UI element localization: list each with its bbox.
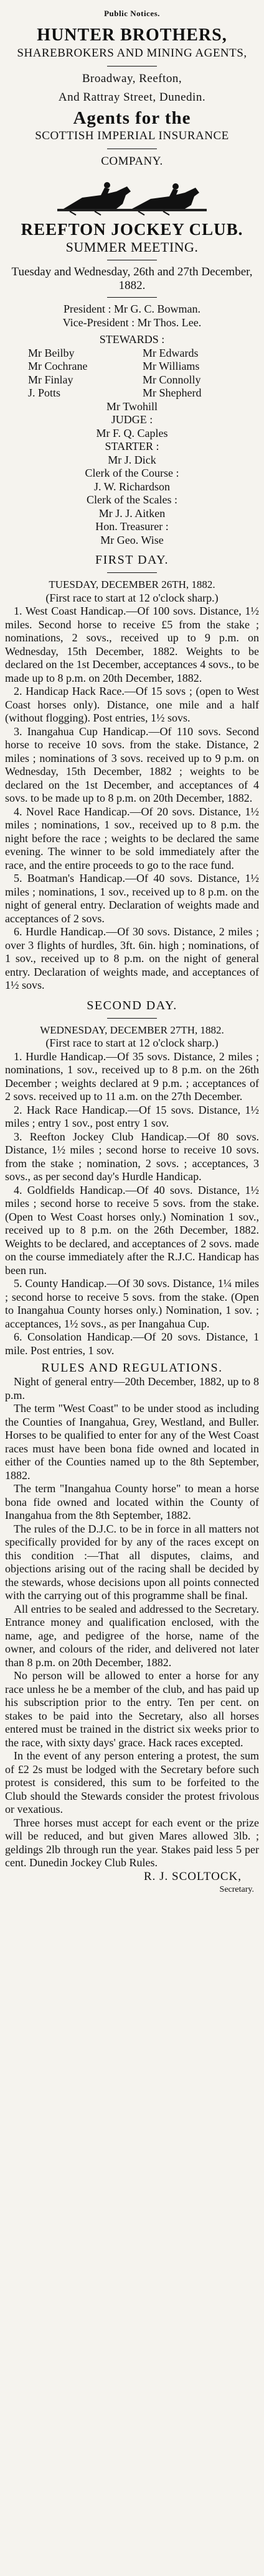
steward-name: Mr Connolly <box>143 373 201 386</box>
meeting-title: SUMMER MEETING. <box>65 239 199 255</box>
insurance-company-line1: SCOTTISH IMPERIAL INSURANCE <box>35 129 229 142</box>
race-item: 6. Consolation Handicap.—Of 20 sovs. Distance, 1 mile. Post entries, 1 sov. <box>5 1331 259 1357</box>
treasurer-label: Hon. Treasurer : <box>95 520 169 533</box>
race-item: 3. Inangahua Cup Handicap.—Of 110 sovs. Second horse to receive 10 sovs. from the stake. Distance, 2 miles ; nominations of 3 sovs. received up to 9 p.m. on Wednesday, 15th December, 1882 ; weights to be declared on the 1st December, and acceptances of 4 sovs. to be made up to 8 p.m. on 20th December, 1882. <box>5 725 259 804</box>
rules-paragraph: Night of general entry—20th December, 1882, up to 8 p.m. <box>5 1375 259 1401</box>
rules-paragraph: The rules of the D.J.C. to be in force in all matters not specifically provided for by any of the races except on this condition :—That all disputes, claims, and objections arising out of the racing shall be decided by the stewards, whose decisions upon all points connected with the carrying out of this programme shall be final. <box>5 1522 259 1602</box>
stewards-label: STEWARDS : <box>99 333 165 346</box>
race-item: 2. Hack Race Handicap.—Of 15 sovs. Distance, 1½ miles ; entry 1 sov., post entry 1 sov. <box>5 1103 259 1129</box>
divider <box>107 1018 157 1019</box>
rules-heading: RULES AND REGULATIONS. <box>41 1361 223 1375</box>
steward-name: Mr Edwards <box>143 346 199 359</box>
first-day-races <box>5 605 259 992</box>
steward-name: Mr Shepherd <box>143 387 202 399</box>
secretary-signature: R. J. SCOLTOCK, <box>143 1869 242 1883</box>
divider <box>107 297 157 298</box>
clerk-course-name: J. W. Richardson <box>93 480 170 493</box>
second-day-races <box>5 1050 259 1358</box>
clerk-scales-label: Clerk of the Scales : <box>87 493 177 506</box>
race-item: 1. Hurdle Handicap.—Of 35 sovs. Distance, 2 miles ; nominations, 1 sov., received up to 8 p.m. on the 26th December ; weights declared at 9 p.m. ; acceptances of 2 sovs. received up to 11 a.m. on the 27th December. <box>5 1050 259 1102</box>
rules-paragraph: All entries to be sealed and addressed to the Secretary. Entrance money and qualification enclosed, with the name, age, and pedigree of the horse, name of the owner, and colours of the rider, and delivered not later than 8 p.m. on 20th December, 1882. <box>5 1602 259 1669</box>
first-day-note: (First race to start at 12 o'clock sharp.) <box>45 591 219 604</box>
rules-paragraphs <box>5 1375 259 1870</box>
treasurer-name: Mr Geo. Wise <box>100 533 164 546</box>
race-item: 1. West Coast Handicap.—Of 100 sovs. Distance, 1½ miles. Second horse to receive £5 from the stake ; nominations, 2 sovs., received up to 9 p.m. on Wednesday, 15th December, 1882. Weights to be declared on the 1st December, acceptances 4 sovs., to be made up to 8 p.m. on 20th December, 1882. <box>5 605 259 684</box>
race-item: 5. Boatman's Handicap.—Of 40 sovs. Distance, 1½ miles ; nominations, 1 sov., received up to 8 p.m. on the night of general entry. Declaration of weights made and acceptances of 2 sovs. <box>5 872 259 925</box>
insurance-company-line2: COMPANY. <box>101 155 163 168</box>
rules-paragraph: Three horses must accept for each event or the prize will be reduced, and but given Mares allowed 3lb. ; geldings 2lb through run the year. Stakes paid less 5 per cent. Dunedin Jockey Club Rules. <box>5 1816 259 1869</box>
race-item: 5. County Handicap.—Of 30 sovs. Distance, 1¼ miles ; second horse to receive 5 sovs. from the stake. (Open to Inangahua County horses only.) Nomination, 1 sov. ; acceptances, 1½ sovs., as per Inangahua Cup. <box>5 1277 259 1330</box>
stewards-right-column <box>143 347 236 400</box>
steward-name: Mr Finlay <box>28 373 73 386</box>
second-day-date: WEDNESDAY, DECEMBER 27TH, 1882. <box>40 1024 224 1036</box>
steward-name: Mr Twohill <box>106 400 158 413</box>
vice-president: Vice-President : Mr Thos. Lee. <box>62 316 202 329</box>
second-day-heading: SECOND DAY. <box>87 998 177 1012</box>
stewards-list <box>5 347 259 400</box>
steward-name: Mr Williams <box>143 360 200 372</box>
clerk-course-label: Clerk of the Course : <box>85 467 179 479</box>
rules-paragraph: The term "West Coast" to be under stood as including the Counties of Inangahua, Grey, Westland, and Buller. Horses to be qualified to enter for any of the West Coast races must have been bona fide owned and located in either of the Counties named up to the 8th September, 1882. <box>5 1402 259 1482</box>
firm-name: HUNTER BROTHERS, <box>37 25 227 45</box>
first-day-date: TUESDAY, DECEMBER 26TH, 1882. <box>49 579 215 590</box>
rules-paragraph: No person will be allowed to enter a horse for any race unless he be a member of the club, and has paid up his subscription prior to the entry. Ten per cent. on stakes to be paid into the Secretary, also all horses entered must be trained in the district six weeks prior to the race, with sixty days' grace. Hack races excepted. <box>5 1669 259 1749</box>
steward-name: Mr Cochrane <box>28 360 88 372</box>
meeting-dates: Tuesday and Wednesday, 26th and 27th December, 1882. <box>11 265 253 292</box>
address-broadway: Broadway, Reefton, <box>82 72 182 85</box>
section-label: Public Notices. <box>104 9 160 18</box>
club-title: REEFTON JOCKEY CLUB. <box>21 220 243 239</box>
rules-paragraph: In the event of any person entering a protest, the sum of £2 2s must be lodged with the Secretary before such protest is considered, this sum to be forfeited to the Club should the Stewards consider the protest frivolous or vexatious. <box>5 1749 259 1815</box>
race-item: 3. Reefton Jockey Club Handicap.—Of 80 sovs. Distance, 1½ miles ; second horse to receive 10 sovs. from the stake ; nomination, 2 sovs. ; acceptances, 3 sovs., as per second day's Hurdle Handicap. <box>5 1130 259 1183</box>
second-day-note: (First race to start at 12 o'clock sharp.) <box>45 1037 219 1049</box>
judge-name: Mr F. Q. Caples <box>96 426 168 439</box>
race-item: 4. Novel Race Handicap.—Of 20 sovs. Distance, 1½ miles ; nominations, 1 sov., received up to 8 p.m. the night before the race ; weights to be declared the same evening. The winner to be sold immediately after the race, and the entire proceeds to go to the race fund. <box>5 805 259 871</box>
agents-line: Agents for the <box>73 108 191 128</box>
divider <box>107 572 157 573</box>
first-day-heading: FIRST DAY. <box>95 553 169 567</box>
horse-race-woodcut-icon <box>57 173 207 216</box>
race-item: 2. Handicap Hack Race.—Of 15 sovs ; (open to West Coast horses only). Distance, one mile and a half (without flogging). Post entries, 1½ sovs. <box>5 685 259 724</box>
race-item: 4. Goldfields Handicap.—Of 40 sovs. Distance, 1½ miles ; second horse to receive 5 sovs. from the stake. (Open to West Coast horses only.) Nomination 1 sov., received up to 8 p.m. on the 26th December, 1882. Weights to be declared, and acceptances of 2 sovs. made on the course immediately after the R.J.C. Handicap has been run. <box>5 1183 259 1277</box>
race-item: 6. Hurdle Handicap.—Of 30 sovs. Distance, 2 miles ; over 3 flights of hurdles, 3ft. 6in. high ; nominations, of 1 sov., received up to 8 p.m. on the night of general entry. Declaration of weights made, and acceptances of 1½ sovs. <box>5 925 259 991</box>
secretary-title: Secretary. <box>219 1885 254 1894</box>
steward-name: Mr Beilby <box>28 346 75 359</box>
stewards-left-column <box>28 347 121 400</box>
starter-name: Mr J. Dick <box>108 453 156 466</box>
president: President : Mr G. C. Bowman. <box>64 303 200 315</box>
rules-paragraph: The term "Inangahua County horse" to mean a horse bona fide owned and located within the County of Inangahua from the 8th September, 1882. <box>5 1482 259 1521</box>
clerk-scales-name: Mr J. J. Aitken <box>98 506 166 520</box>
address-rattray: And Rattray Street, Dunedin. <box>58 91 206 104</box>
judge-label: JUDGE : <box>111 413 153 426</box>
firm-description: SHAREBROKERS AND MINING AGENTS, <box>17 47 247 60</box>
starter-label: STARTER : <box>105 440 159 452</box>
steward-name: J. Potts <box>28 387 61 399</box>
